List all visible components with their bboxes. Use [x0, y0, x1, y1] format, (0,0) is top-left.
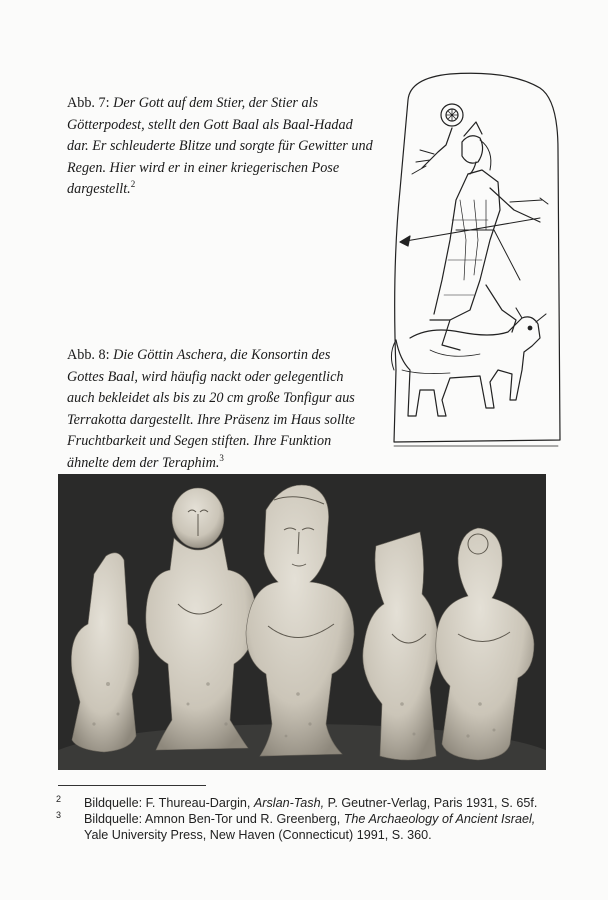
footnote-source-title: The Archaeology of Ancient Israel,: [343, 812, 536, 826]
footnote-ref-2: 2: [130, 179, 136, 189]
footnote-text: [58, 796, 558, 812]
figure-7-caption: [67, 93, 377, 201]
footnote-number: 3: [56, 810, 62, 820]
figure-7-text: Der Gott auf dem Stier, der Stier als Götterpodest, stellt den Gott Baal als Baal-Hadad dar. Er schleuderte Blitze und sorgte für Gewitter und Regen. Hier wird er in einer kriegerischen Pose dargestellt.: [67, 95, 373, 197]
figurines-illustration: [58, 474, 546, 770]
footnote-ref-3: 3: [219, 452, 224, 463]
footnote-source-title: Arslan-Tash,: [253, 796, 325, 810]
aschera-figurines-photo: [58, 474, 546, 770]
footnote-text-before: Bildquelle: F. Thureau-Dargin,: [84, 796, 254, 810]
footnote-divider: [58, 785, 206, 786]
figure-7-label: Abb. 7:: [67, 95, 110, 111]
footnote-text: [58, 812, 558, 843]
figure-8-text: Die Göttin Aschera, die Konsortin des Gottes Baal, wird häufig nackt oder gelegentlich auch bekleidet als bis zu 20 cm große Tonfigur aus Terrakotta dargestellt. Ihre Präsenz im Haus sollte Fruchtbarkeit und Segen stiften. Ihre Funktion ähnelte dem der Teraphim.: [67, 347, 356, 471]
baal-stele-drawing: [390, 70, 562, 448]
footnote-2: [58, 796, 558, 812]
footnote-text-before: Bildquelle: Amnon Ben-Tor und R. Greenberg,: [84, 812, 344, 826]
figure-8-caption: [67, 345, 367, 474]
footnote-3: [58, 812, 558, 843]
footnote-text-after: P. Geutner-Verlag, Paris 1931, S. 65f.: [324, 796, 538, 810]
footnote-number: 2: [56, 794, 62, 804]
figure-8-label: Abb. 8:: [67, 347, 110, 363]
footnote-text-after: Yale University Press, New Haven (Connecticut) 1991, S. 360.: [84, 827, 432, 842]
